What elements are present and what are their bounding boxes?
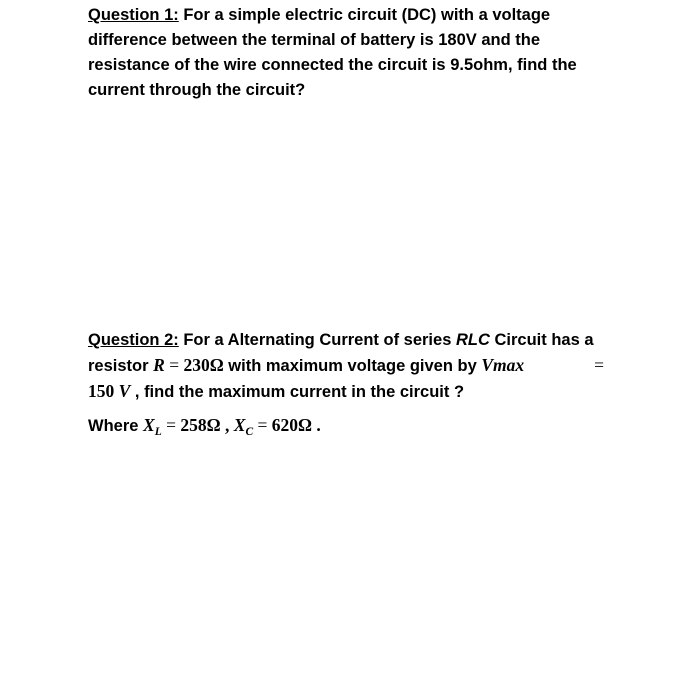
question-1-line-1	[88, 3, 608, 28]
where-text: Where	[88, 417, 144, 435]
question-2-label: Question 2:	[88, 331, 179, 349]
question-2-line-3	[88, 379, 608, 405]
resistance-value: 230Ω	[183, 355, 224, 375]
question-2-text-1a: For a Alternating Current of series	[178, 331, 456, 349]
question-1-line-4: current through the circuit?	[88, 81, 306, 99]
question-1-line-2: difference between the terminal of battery is 180V and the	[88, 31, 541, 49]
question-2	[88, 328, 608, 445]
separator-comma: ,	[220, 415, 234, 435]
equals-sign-xc: =	[253, 415, 272, 435]
question-1-line-3: resistance of the wire connected the circuit is 9.5ohm, find the	[88, 56, 577, 74]
vmax-symbol: Vmax	[481, 355, 525, 375]
capacitive-reactance-value: 620Ω	[271, 415, 312, 435]
question-2-line-1	[88, 328, 608, 353]
question-1-label: Question 1:	[88, 6, 179, 24]
question-1-text-1: For a simple electric circuit (DC) with a voltage	[178, 6, 551, 24]
resistor-text: resistor	[88, 357, 154, 375]
end-period: .	[312, 415, 321, 435]
capacitive-reactance-symbol: X	[233, 415, 246, 435]
inductive-reactance-symbol: X	[143, 415, 155, 435]
question-2-line-2-left	[88, 353, 524, 379]
capacitive-subscript: C	[245, 426, 254, 438]
voltage-unit: V	[118, 381, 131, 401]
inductive-reactance-value: 258Ω	[180, 415, 221, 435]
question-2-line-4	[88, 413, 608, 445]
question-2-line-2	[88, 353, 604, 379]
question-2-text-2b: with maximum voltage given by	[223, 357, 482, 375]
rlc-term: RLC	[455, 331, 490, 349]
equals-sign-xl: =	[161, 415, 181, 435]
voltage-value: 150	[88, 381, 119, 401]
question-1	[88, 3, 608, 103]
vmax-equals-sign: =	[594, 355, 604, 375]
question-2-text-1b: Circuit has a	[489, 331, 594, 349]
question-2-text-3b: , find the maximum current in the circuit ?	[130, 383, 465, 401]
resistance-symbol: R	[153, 355, 165, 375]
equals-sign: =	[164, 355, 184, 375]
inductive-subscript: L	[154, 426, 162, 438]
